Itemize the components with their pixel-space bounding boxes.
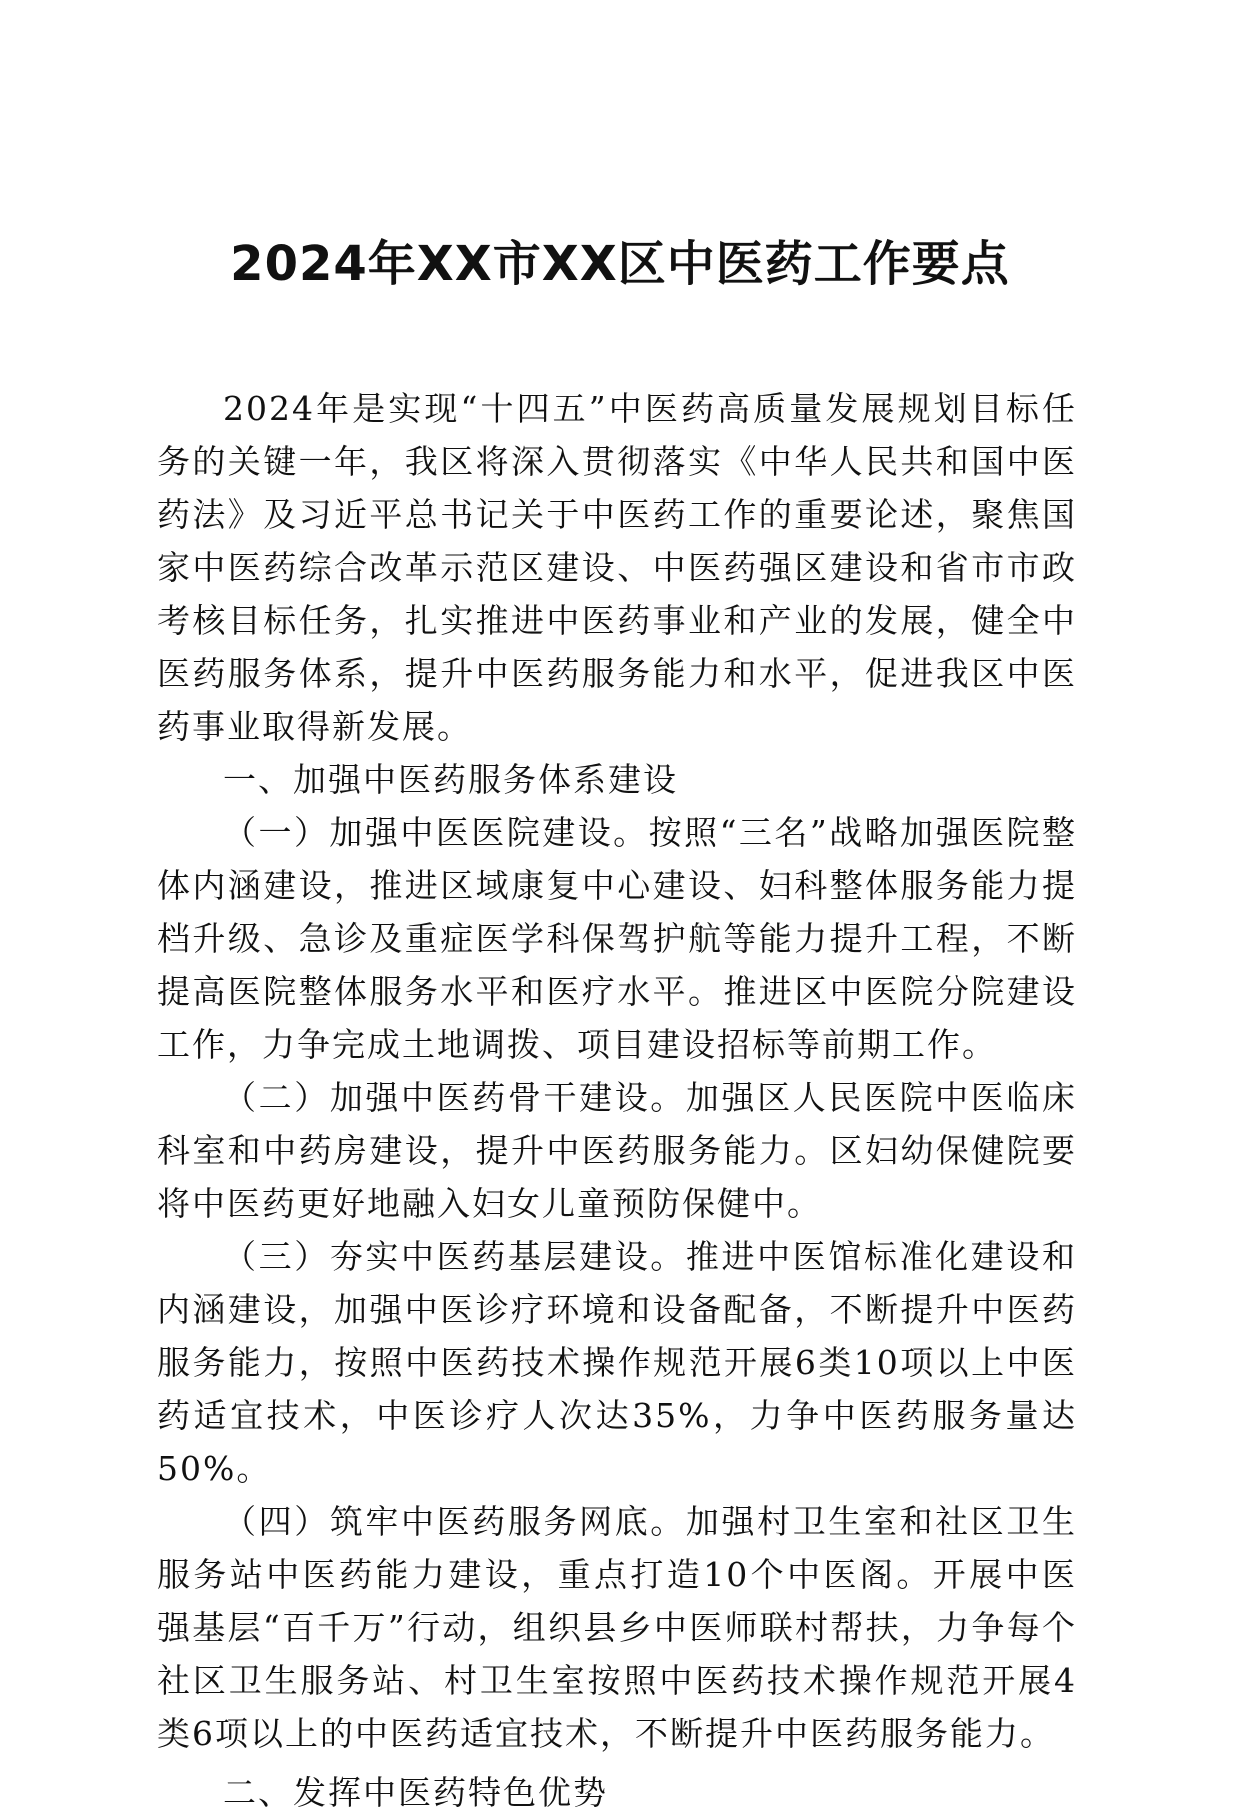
section-2-heading: 二、发挥中医药特色优势 [223,1773,608,1812]
section-1-item-2 [157,1071,1077,1230]
item-4-lead: （四）筑牢中医药服务网底。 [223,1502,686,1541]
item-1-text: 按照“三名”战略加强医院整体内涵建设，推进区域康复中心建设、妇科整体服务能力提档升级、急诊及重症医学科保驾护航等能力提升工程，不断提高医院整体服务水平和医疗水平。推进区中医院分院建设工作，力争完成土地调拨、项目建设招标等前期工作。 [157,813,1077,1064]
document-body [157,382,1077,1819]
item-3-lead: （三）夯实中医药基层建设。 [223,1237,686,1276]
item-2-lead: （二）加强中医药骨干建设。 [223,1078,686,1117]
item-2-text: 加强区人民医院中医临床科室和中药房建设，提升中医药服务能力。区妇幼保健院要将中医药更好地融入妇女儿童预防保健中。 [157,1078,1078,1223]
section-1-item-4 [157,1495,1077,1760]
section-1-item-3 [157,1230,1077,1495]
section-1-item-1 [157,806,1077,1071]
section-1-heading: 一、加强中医药服务体系建设 [223,760,678,799]
item-4-text: 加强村卫生室和社区卫生服务站中医药能力建设，重点打造10个中医阁。开展中医强基层“百千万”行动，组织县乡中医师联村帮扶，力争每个社区卫生服务站、村卫生室按照中医药技术操作规范开展4类6项以上的中医药适宜技术，不断提升中医药服务能力。 [157,1502,1078,1753]
item-3-text: 推进中医馆标准化建设和内涵建设，加强中医诊疗环境和设备配备，不断提升中医药服务能力，按照中医药技术操作规范开展6类10项以上中医药适宜技术，中医诊疗人次达35%，力争中医药服务量达50%。 [157,1237,1078,1488]
item-1-lead: （一）加强中医医院建设。 [223,813,649,852]
intro-paragraph: 2024年是实现“十四五”中医药高质量发展规划目标任务的关键一年，我区将深入贯彻落实《中华人民共和国中医药法》及习近平总书记关于中医药工作的重要论述，聚焦国家中医药综合改革示范区建设、中医药强区建设和省市市政考核目标任务，扎实推进中医药事业和产业的发展，健全中医药服务体系，提升中医药服务能力和水平，促进我区中医药事业取得新发展。 [157,389,1077,746]
document-title: 2024年XX市XX区中医药工作要点 [230,236,1010,292]
